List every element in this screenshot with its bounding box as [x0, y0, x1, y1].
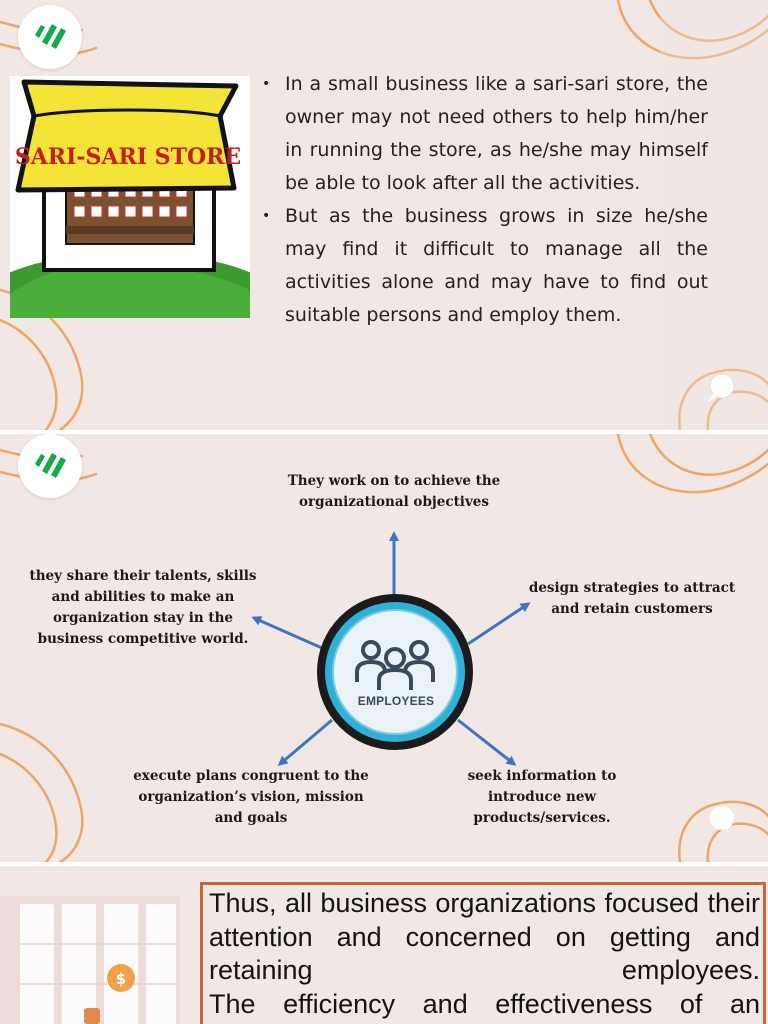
- arrow-right: [468, 604, 528, 644]
- role-text-bottom-right: seek information to introduce new products/services.: [467, 768, 617, 826]
- svg-text:$: $: [115, 970, 127, 988]
- slide-conclusion: [0, 866, 768, 1024]
- role-text-left: they share their talents, skills and abilities to make an organization stay in the business competitive world.: [29, 568, 257, 647]
- bullet-symbol: •: [262, 76, 271, 92]
- employees-label: EMPLOYEES: [357, 694, 435, 708]
- slide-employees-diagram: [0, 434, 768, 862]
- sari-sari-store-image: [10, 76, 250, 318]
- conclusion-text-box: [200, 882, 766, 1024]
- bullet-item: [262, 200, 708, 332]
- bullet-symbol: •: [262, 208, 271, 224]
- bullet-item: [262, 68, 708, 200]
- arrow-bottom-right: [458, 720, 514, 764]
- office-illustration: [0, 866, 200, 1024]
- slide-sari-sari-store: [0, 0, 768, 430]
- role-text-right: design strategies to attract and retain customers: [528, 580, 736, 617]
- bullet-list: [262, 68, 708, 332]
- conclusion-paragraph-2: The efficiency and effectiveness of an: [209, 988, 760, 1019]
- bullet-text: In a small business like a sari-sari store, the owner may not need others to help him/her in running the store, as he/she may himself be able to look after all the activities.: [285, 73, 708, 194]
- bullet-text: But as the business grows in size he/she may find it difficult to manage all the activities alone and may have to find out suitable persons and employ them.: [285, 205, 708, 326]
- brand-logo-icon: [18, 5, 82, 69]
- role-text-bottom-left: execute plans congruent to the organization’s vision, mission and goals: [133, 768, 369, 826]
- arrow-left: [254, 618, 322, 648]
- arrow-bottom-left: [280, 720, 332, 764]
- store-sign-text: SARI-SARI STORE: [14, 144, 242, 170]
- conclusion-paragraph-1: Thus, all business organizations focused their attention and concerned on getting and retaining employees.: [209, 888, 760, 985]
- role-text-top: They work on to achieve the organizational objectives: [287, 473, 501, 510]
